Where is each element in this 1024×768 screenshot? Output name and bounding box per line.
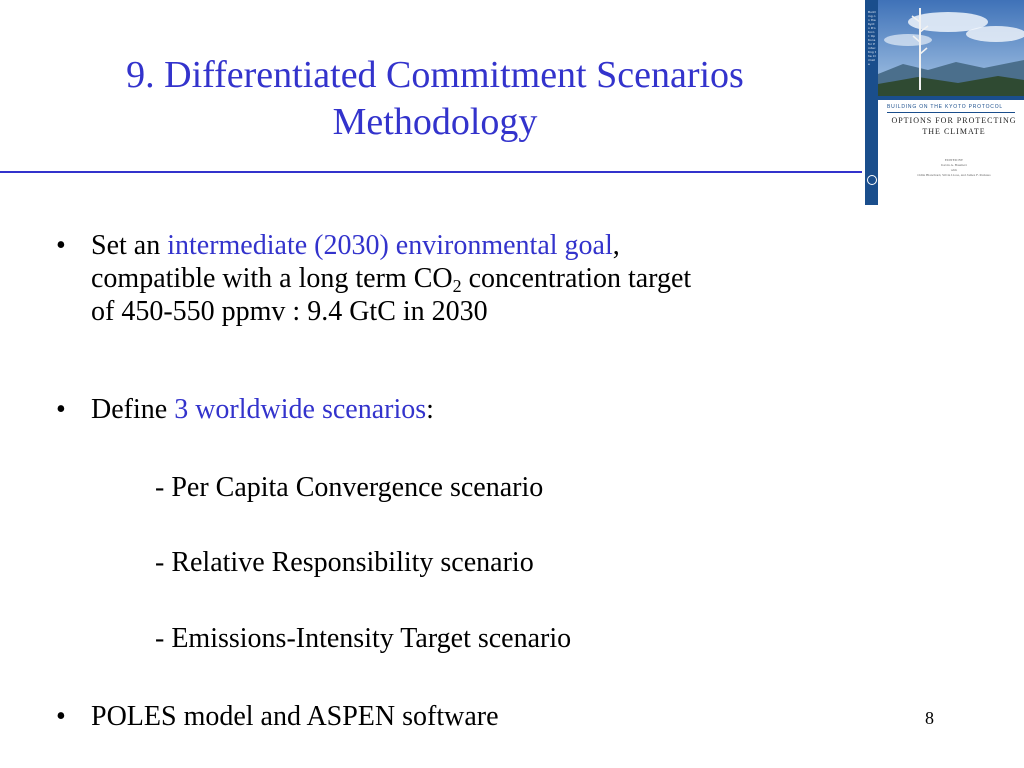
book-cover-thumbnail (865, 0, 1024, 205)
bullet-line (91, 229, 961, 262)
co2-subscript: 2 (452, 276, 462, 296)
book-cover-photo (878, 0, 1024, 96)
bullet-text: POLES model and ASPEN software (91, 701, 499, 732)
book-title-line-1: OPTIONS FOR PROTECTING (891, 116, 1017, 125)
bullet-line: of 450-550 ppmv : 9.4 GtC in 2030 (91, 296, 488, 327)
book-spine (865, 0, 878, 205)
title-divider (0, 171, 862, 173)
book-editor: Kevin A. Baumert (941, 163, 967, 167)
bullet-line (91, 262, 961, 295)
slide-title (20, 52, 850, 146)
bullet-text-plain: , (612, 230, 620, 261)
bullet-text-plain: Set an (91, 230, 168, 261)
book-editors (887, 158, 1021, 178)
page-number: 8 (925, 708, 934, 728)
bullet-highlight: 3 worldwide scenarios (174, 394, 427, 425)
book-with: with (950, 168, 958, 172)
slide-title-line-1: 9. Differentiated Commitment Scenarios (126, 54, 744, 96)
wri-logo-icon (867, 175, 877, 185)
scenario-item: - Per Capita Convergence scenario (155, 472, 544, 503)
book-edited-by: EDITED BY (944, 158, 964, 162)
book-spine-text: Building on the Kyoto Protocol: Options for Protecting the Climate (868, 10, 876, 66)
bullet-text-plain: : (426, 394, 434, 425)
bullet-text (91, 229, 961, 328)
scenario-item: - Emissions-Intensity Target scenario (155, 623, 572, 654)
bullet-text-plain: compatible with a long term CO (91, 263, 453, 294)
book-cover-band (878, 96, 1024, 100)
book-title-line-2: THE CLIMATE (922, 127, 986, 136)
bullet-icon: • (56, 230, 66, 261)
bullet-text (91, 393, 961, 426)
book-series-line: BUILDING ON THE KYOTO PROTOCOL (887, 104, 1003, 110)
bullet-icon: • (56, 701, 66, 732)
scenario-item: - Relative Responsibility scenario (155, 547, 534, 578)
book-cover-rule (887, 112, 1015, 113)
bullet-highlight: intermediate (2030) environmental goal (167, 230, 613, 261)
bullet-icon: • (56, 394, 66, 425)
bullet-text-plain: Define (91, 394, 175, 425)
slide-title-line-2: Methodology (332, 101, 538, 143)
book-coeditors: Odile Blanchard, Silvia Llosa, and James F. Perkaus (917, 173, 991, 177)
bullet-text-plain: concentration target (461, 263, 692, 294)
